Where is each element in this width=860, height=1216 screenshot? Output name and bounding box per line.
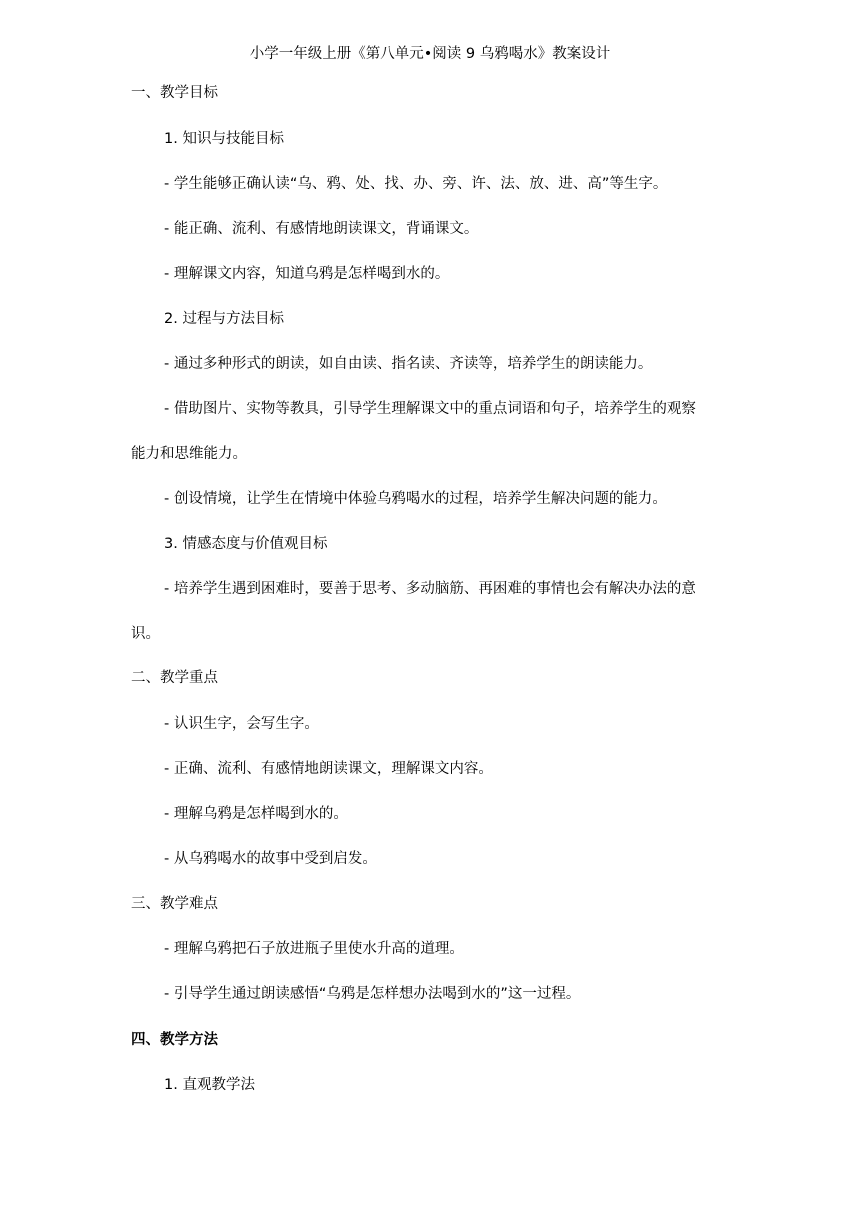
list-item: - 理解乌鸦是怎样喝到水的。 <box>164 806 348 822</box>
document-title: 小学一年级上册《第八单元•阅读 9 乌鸦喝水》教案设计 <box>249 46 611 62</box>
list-item: - 引导学生通过朗读感悟“乌鸦是怎样想办法喝到水的”这一过程。 <box>164 986 581 1002</box>
list-item: - 从乌鸦喝水的故事中受到启发。 <box>164 851 377 867</box>
section-heading-difficulties: 三、教学难点 <box>131 896 218 912</box>
section-heading-key-points: 二、教学重点 <box>131 670 218 686</box>
list-item: - 能正确、流利、有感情地朗读课文，背诵课文。 <box>164 221 479 237</box>
list-item-line: 能力和思维能力。 <box>131 446 247 462</box>
section-heading-objectives: 一、教学目标 <box>131 85 218 101</box>
subheading-process: 2. 过程与方法目标 <box>164 311 284 327</box>
section-heading-methods: 四、教学方法 <box>131 1032 218 1048</box>
list-item-multiline <box>131 402 727 462</box>
list-item-line: - 借助图片、实物等教具，引导学生理解课文中的重点词语和句子，培养学生的观察 <box>164 401 696 417</box>
subheading-method-1: 1. 直观教学法 <box>164 1077 255 1093</box>
list-item: - 正确、流利、有感情地朗读课文，理解课文内容。 <box>164 761 493 777</box>
list-item: - 学生能够正确认读“乌、鸦、处、找、办、旁、许、法、放、进、高”等生字。 <box>164 176 668 192</box>
list-item: - 创设情境，让学生在情境中体验乌鸦喝水的过程，培养学生解决问题的能力。 <box>164 491 667 507</box>
list-item-multiline <box>131 582 727 642</box>
list-item: - 通过多种形式的朗读，如自由读、指名读、齐读等，培养学生的朗读能力。 <box>164 356 653 372</box>
list-item-line: - 培养学生遇到困难时，要善于思考、多动脑筋、再困难的事情也会有解决办法的意 <box>164 581 696 597</box>
list-item-line: 识。 <box>131 626 160 642</box>
list-item: - 理解乌鸦把石子放进瓶子里使水升高的道理。 <box>164 941 464 957</box>
list-item: - 理解课文内容，知道乌鸦是怎样喝到水的。 <box>164 266 450 282</box>
subheading-emotion: 3. 情感态度与价值观目标 <box>164 536 328 552</box>
list-item: - 认识生字，会写生字。 <box>164 716 319 732</box>
subheading-knowledge: 1. 知识与技能目标 <box>164 131 284 147</box>
